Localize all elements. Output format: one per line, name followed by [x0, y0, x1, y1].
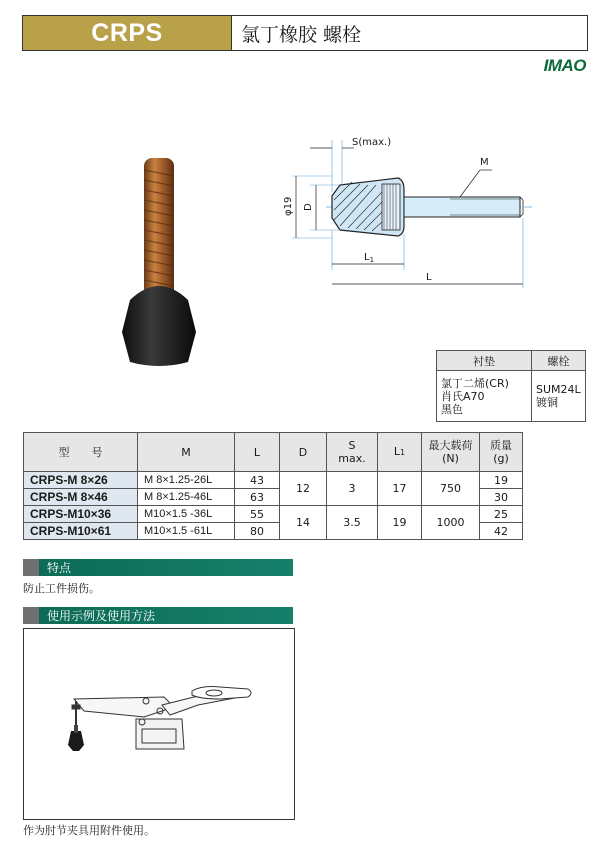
model-cell: CRPS-M10×36: [24, 506, 138, 523]
header-s-line: S: [348, 439, 356, 452]
usage-illustration-frame: [23, 628, 295, 820]
mass-cell: 30: [480, 489, 523, 506]
l-cell: 55: [235, 506, 280, 523]
toggle-clamp-illustration: [24, 629, 294, 819]
header-d: D: [280, 433, 327, 472]
mass-cell: 19: [480, 472, 523, 489]
header-l1-sub: 1: [400, 448, 406, 457]
bolt-material-cell: [532, 371, 586, 422]
l-dim-label: L: [426, 272, 432, 283]
material-table: [436, 350, 586, 422]
usage-title: 使用示例及使用方法: [47, 609, 156, 623]
header-model: 型 号: [24, 433, 138, 472]
pad-material-line: 氯丁二烯(CR): [441, 376, 509, 390]
mass-cell: 42: [480, 523, 523, 540]
product-code: CRPS: [23, 16, 231, 50]
s-cell: 3.5: [327, 506, 378, 540]
dimension-drawing: [270, 130, 555, 290]
header-l1: [378, 433, 422, 472]
header-load: [422, 433, 480, 472]
l1-cell: 19: [378, 506, 422, 540]
bolt-material-line: 镀铜: [536, 396, 558, 409]
m-cell: M10×1.5 -61L: [138, 523, 235, 540]
m-cell: M 8×1.25-46L: [138, 489, 235, 506]
l-cell: 43: [235, 472, 280, 489]
l1-cell: 17: [378, 472, 422, 506]
d-cell: 14: [280, 506, 327, 540]
pad-material-cell: [437, 371, 532, 422]
phi19-dim-label: φ19: [283, 196, 294, 216]
header-load-line: 最大载荷: [428, 439, 473, 452]
pad-material-line: 肖氏A70: [441, 389, 485, 403]
title-bar: [22, 15, 588, 51]
svg-text:L1: [364, 252, 374, 264]
header-mass: [480, 433, 523, 472]
l1-dim-label: L: [364, 252, 370, 263]
header-s-line: max.: [338, 452, 366, 465]
d-dim-label: D: [303, 203, 314, 211]
usage-caption: 作为肘节夹具用附件使用。: [23, 824, 155, 837]
table-row: [24, 506, 523, 523]
header-load-line: (N): [442, 452, 459, 465]
material-header-pad: 衬垫: [437, 351, 532, 371]
m-dim-label: M: [480, 157, 489, 168]
s-cell: 3: [327, 472, 378, 506]
mass-cell: 25: [480, 506, 523, 523]
header-s: [327, 433, 378, 472]
load-cell: 1000: [422, 506, 480, 540]
table-row: [24, 472, 523, 489]
section-marker: [23, 607, 39, 624]
spec-header-row: [24, 433, 523, 472]
model-cell: CRPS-M10×61: [24, 523, 138, 540]
l1-dim-subscript: 1: [369, 256, 375, 264]
m-cell: M 8×1.25-26L: [138, 472, 235, 489]
header-l: L: [235, 433, 280, 472]
l-cell: 80: [235, 523, 280, 540]
load-cell: 750: [422, 472, 480, 506]
features-title: 特点: [47, 561, 72, 575]
product-photo: [100, 150, 230, 375]
s-max-dim-label: S(max.): [352, 137, 392, 148]
m-cell: M10×1.5 -36L: [138, 506, 235, 523]
usage-section-header: [23, 607, 293, 624]
pad-material-line: 黑色: [441, 402, 463, 416]
section-marker: [23, 559, 39, 576]
l-cell: 63: [235, 489, 280, 506]
material-header-bolt: 螺栓: [532, 351, 586, 371]
features-text: 防止工件损伤。: [23, 582, 100, 595]
bolt-material-line: SUM24L: [536, 383, 581, 396]
product-title: 氯丁橡胶 螺栓: [231, 16, 587, 50]
header-mass-line: (g): [493, 452, 509, 465]
spec-table: [23, 432, 523, 540]
header-m: M: [138, 433, 235, 472]
d-cell: 12: [280, 472, 327, 506]
model-cell: CRPS-M 8×26: [24, 472, 138, 489]
header-l1-text: L: [393, 445, 401, 458]
brand-logo: IMAO: [543, 56, 586, 75]
header-mass-line: 质量: [490, 439, 512, 452]
features-section-header: [23, 559, 293, 576]
model-cell: CRPS-M 8×46: [24, 489, 138, 506]
